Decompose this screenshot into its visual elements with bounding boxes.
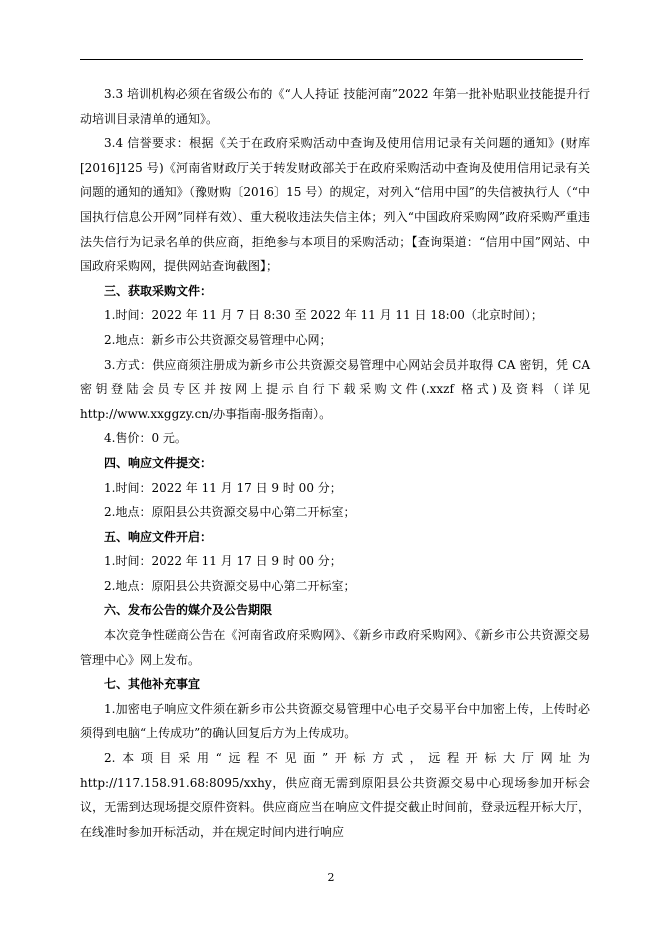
paragraph: 1.加密电子响应文件须在新乡市公共资源交易管理中心电子交易平台中加密上传，上传时必须得到电脑“上传成功”的确认回复后方为上传成功。 xyxy=(80,701,590,741)
header-rule xyxy=(80,59,583,60)
document-body xyxy=(80,82,590,844)
paragraph: 3.3 培训机构必须在省级公布的《“人人持证 技能河南”2022 年第一批补贴职业技能提升行动培训目录清单的通知》。 xyxy=(80,87,590,126)
paragraph: 2.地点：原阳县公共资源交易中心第二开标室； xyxy=(104,505,356,520)
page-number: 2 xyxy=(327,871,335,884)
paragraph: 2.地点：原阳县公共资源交易中心第二开标室； xyxy=(104,578,356,593)
paragraph: 1.时间：2022 年 11 月 7 日 8:30 至 2022 年 11 月 11 日 18:00（北京时间）； xyxy=(104,308,543,323)
paragraph: 2.本项目采用“远程不见面”开标方式，远程开标大厅网址为 http://117.158.91.68:8095/xxhy，供应商无需到原阳县公共资源交易中心现场参加开标会议，无需到达现场提交原件资料。供应商应当在响应文件提交截止时间前，登录远程开标大厅，在线准时参加开标活动，并在规定时间内进行响应 xyxy=(80,751,590,839)
paragraph: 3.4 信誉要求：根据《关于在政府采购活动中查询及使用信用记录有关问题的通知》(财库[2016]125 号)《河南省财政厅关于转发财政部关于在政府采购活动中查询及使用信用记录有关问题的通知的通知》（豫财购〔2016〕15 号）的规定，对列入“信用中国”的失信被执行人（“中国执行信息公开网”同样有效）、重大税收违法失信主体；列入“中国政府采购网”政府采购严重违法失信行为记录名单的供应商，拒绝参与本项目的采购活动；【查询渠道：“信用中国”网站、中国政府采购网，提供网站查询截图】； xyxy=(80,136,590,274)
paragraph: 2.地点：新乡市公共资源交易管理中心网； xyxy=(104,332,332,347)
section-heading: 三、获取采购文件： xyxy=(104,283,213,298)
paragraph: 本次竞争性磋商公告在《河南省政府采购网》、《新乡市政府采购网》、《新乡市公共资源交易管理中心》网上发布。 xyxy=(80,628,590,667)
section-heading: 七、其他补充事宜 xyxy=(104,677,201,692)
section-heading: 五、响应文件开启： xyxy=(104,529,213,544)
section-heading: 六、发布公告的媒介及公告期限 xyxy=(104,603,273,618)
paragraph: 1.时间：2022 年 11 月 17 日 9 时 00 分； xyxy=(104,554,342,569)
paragraph: 1.时间：2022 年 11 月 17 日 9 时 00 分； xyxy=(104,480,342,495)
section-heading: 四、响应文件提交： xyxy=(104,455,213,470)
paragraph: 3.方式：供应商须注册成为新乡市公共资源交易管理中心网站会员并取得 CA 密钥，凭 CA 密钥登陆会员专区并按网上提示自行下载采购文件(.xxzf 格式)及资料（详见 http://www.xxggzy.cn/办事指南-服务指南）。 xyxy=(80,357,590,421)
paragraph: 4.售价：0 元。 xyxy=(104,431,187,446)
